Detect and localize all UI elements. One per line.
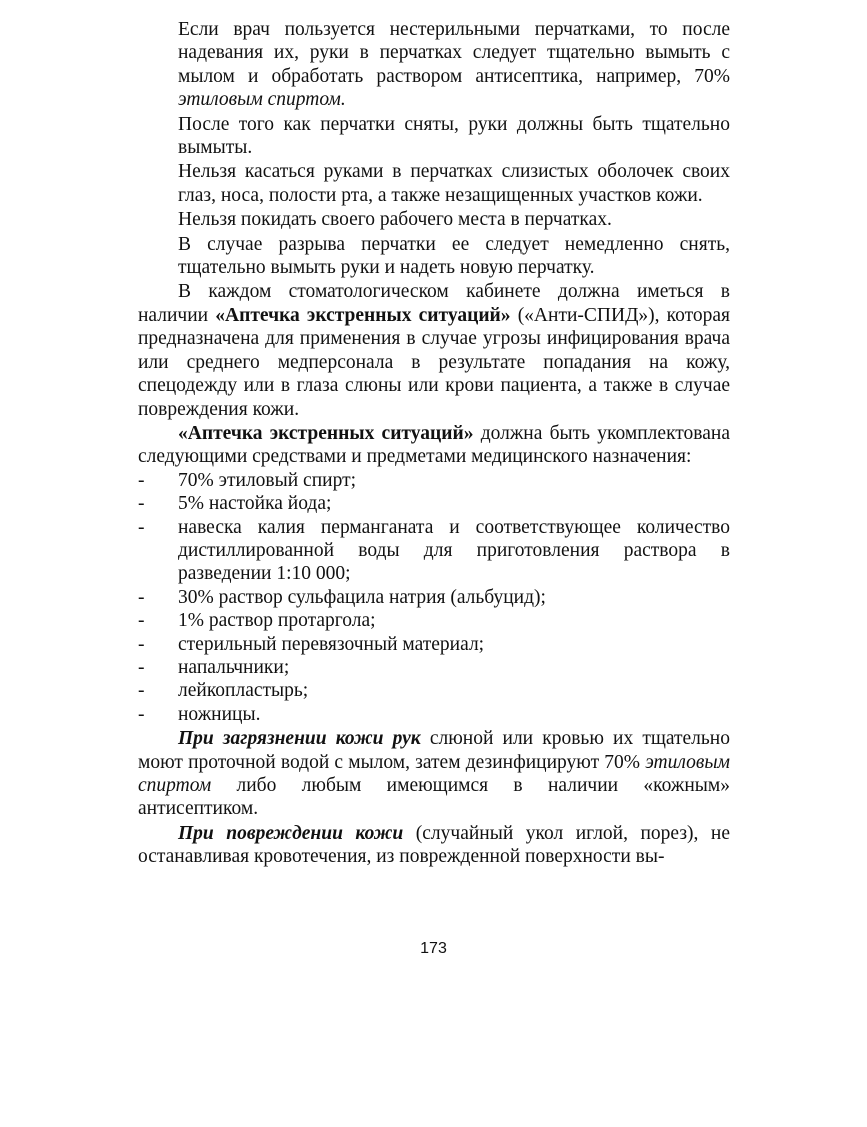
page-number: 173: [420, 940, 447, 957]
list-item: [138, 656, 730, 679]
text-run: либо любым имеющимся в наличии «кожным» антисептиком.: [138, 775, 730, 820]
list-item-text: 70% этиловый спирт;: [178, 469, 357, 491]
text-run: Если врач пользуется нестерильными перчатками, то после надевания их, руки в перчатках следует тщательно вымыть с мылом и обработать раствором антисептика, например, 70%: [178, 19, 730, 87]
text-run: В каждом стоматологическом кабинете должна иметься в наличии: [138, 281, 730, 326]
list-dash: -: [138, 469, 145, 491]
paragraph-no-leave: Нельзя покидать своего рабочего места в перчатках.: [178, 209, 612, 231]
list-dash: -: [138, 680, 145, 702]
list-item: [138, 703, 730, 726]
kit-items-list: [138, 469, 730, 726]
list-item: [138, 469, 730, 492]
paragraph-skin-injury: [138, 822, 730, 869]
list-dash: -: [138, 516, 145, 538]
document-page: [138, 18, 730, 869]
list-dash: -: [138, 586, 145, 608]
text-run: (случайный укол иглой, порез), не останавливая кровотечения, из поврежденной поверхности вы-: [138, 822, 731, 868]
list-dash: -: [138, 633, 145, 655]
list-dash: -: [138, 493, 145, 515]
paragraph-after-gloves: После того как перчатки сняты, руки должны быть тщательно вымыты.: [178, 113, 730, 159]
list-item-text: лейкопластырь;: [178, 680, 309, 702]
list-item: [138, 516, 730, 586]
list-item: [138, 679, 730, 702]
bold-italic-text: При загрязнении кожи рук: [178, 728, 421, 750]
list-dash: -: [138, 610, 145, 632]
list-item-text: 5% настойка йода;: [178, 493, 332, 515]
list-item-text: навеска калия перманганата и соответствующее количество дистиллированной воды для приготовления раствора в разведении 1:10 000;: [178, 516, 730, 585]
italic-text: этиловым спиртом.: [178, 89, 346, 111]
paragraph-kit-contents: [138, 422, 730, 469]
list-item-text: напальчники;: [178, 656, 290, 678]
list-item-text: ножницы.: [178, 703, 261, 725]
bold-italic-text: При повреждении кожи: [178, 822, 404, 844]
list-item: [138, 609, 730, 632]
paragraph-glove-tear: В случае разрыва перчатки ее следует немедленно снять, тщательно вымыть руки и надеть новую перчатку.: [178, 233, 730, 279]
list-item-text: 30% раствор сульфацила натрия (альбуцид);: [178, 586, 546, 608]
italic-text: этиловым спиртом: [138, 751, 730, 796]
list-item: [138, 586, 730, 609]
paragraph-first-aid-kit: [138, 280, 730, 420]
paragraph-no-touch: Нельзя касаться руками в перчатках слизистых оболочек своих глаз, носа, полости рта, а также незащищенных участков кожи.: [178, 161, 730, 206]
list-dash: -: [138, 656, 145, 678]
paragraph-skin-contamination: [138, 727, 730, 821]
bold-text: «Аптечка экстренных ситуаций»: [178, 422, 474, 444]
paragraph-gloves-nonsterile: [138, 18, 730, 112]
list-dash: -: [138, 703, 145, 725]
list-item-text: 1% раствор протаргола;: [178, 610, 376, 632]
text-run: («Анти-СПИД»), которая предназначена для применения в случае угрозы инфицирования врача или среднего медперсонала в результате попадания на кожу, спецодежду или в глаза слюны или крови пациента, а также в случае повреждения кожи.: [138, 304, 730, 420]
list-item: [138, 492, 730, 515]
text-run: слюной или кровью их тщательно моют проточной водой с мылом, затем дезинфицируют 70%: [138, 728, 730, 773]
bold-text: «Аптечка экстренных ситуаций»: [215, 304, 511, 326]
list-item: [138, 633, 730, 656]
text-run: должна быть укомплектована следующими средствами и предметами медицинского назначения:: [138, 422, 730, 468]
list-item-text: стерильный перевязочный материал;: [178, 633, 485, 655]
